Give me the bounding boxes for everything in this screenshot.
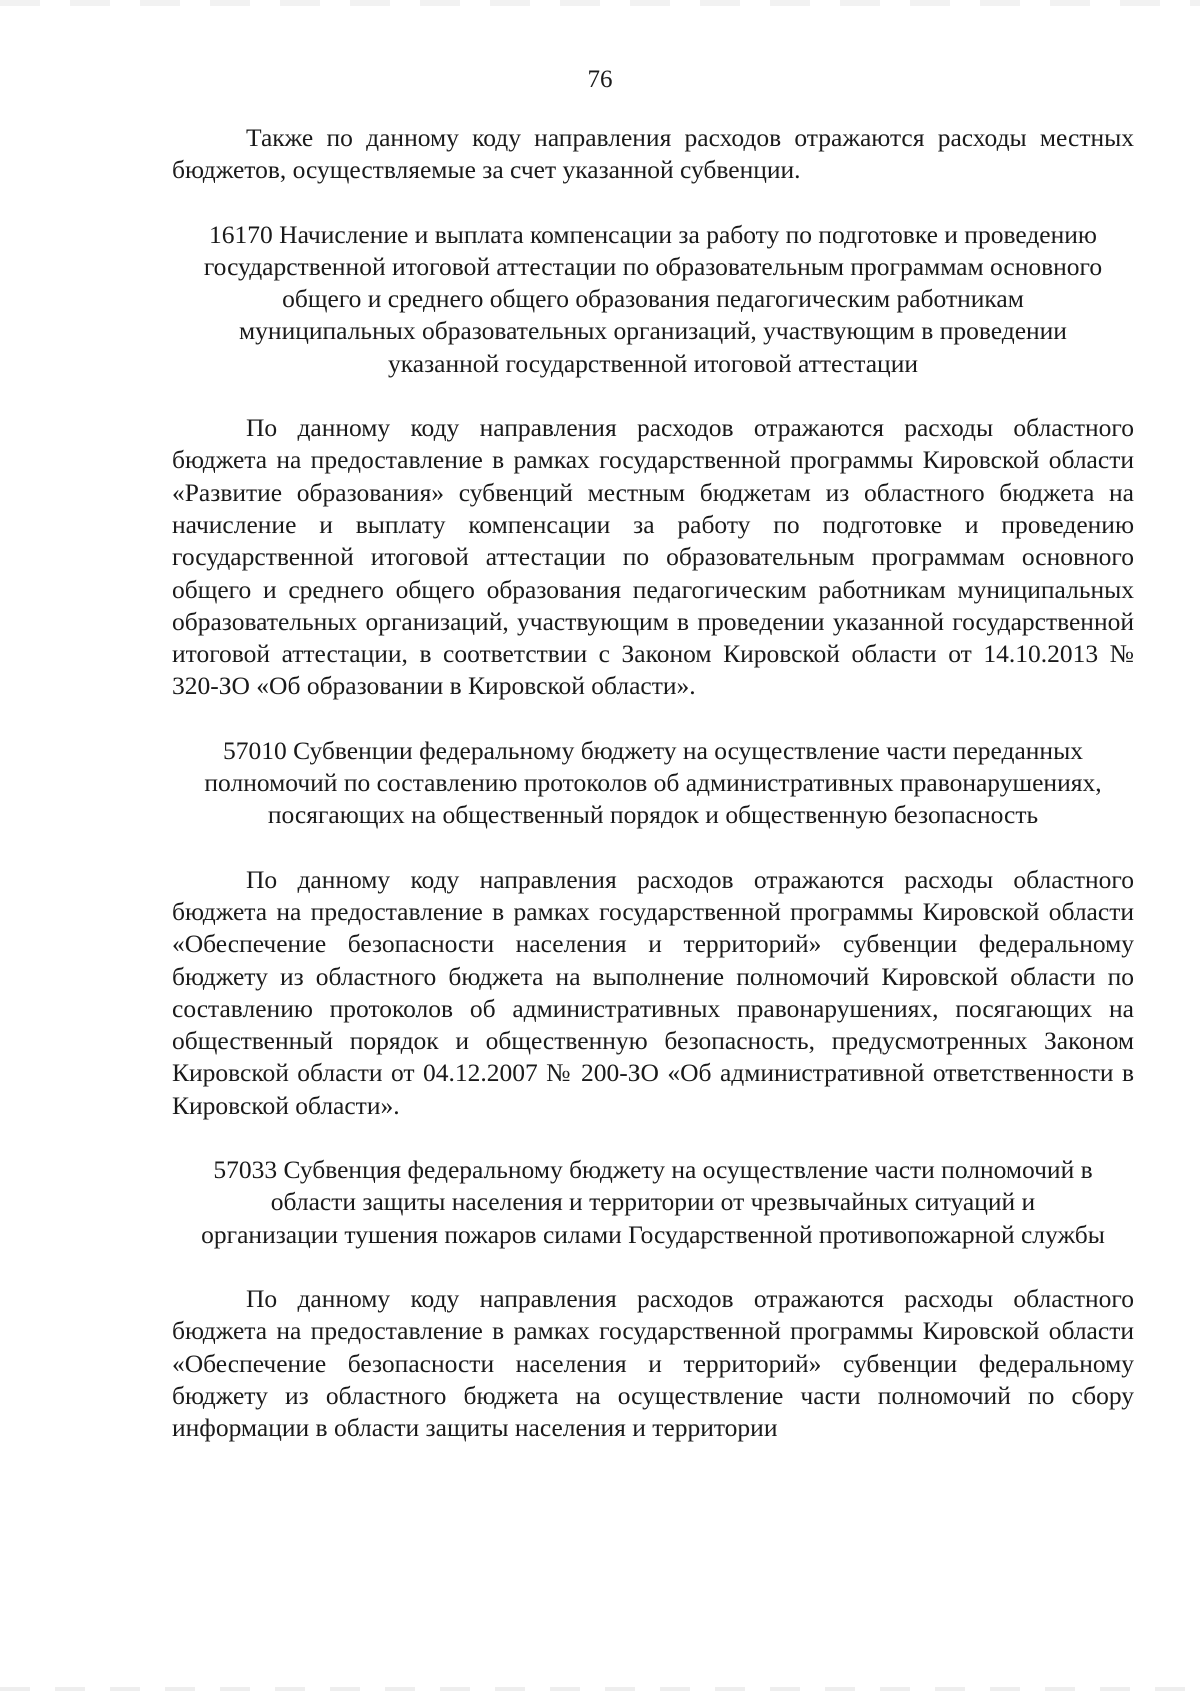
page-number: 76 bbox=[587, 66, 613, 93]
document-body bbox=[172, 122, 1134, 1444]
spacer bbox=[172, 187, 1134, 219]
spacer bbox=[172, 703, 1134, 735]
spacer bbox=[172, 1251, 1134, 1283]
scan-edge-bottom bbox=[0, 1687, 1200, 1691]
spacer bbox=[172, 380, 1134, 412]
section-heading-57010: 57010 Субвенции федеральному бюджету на осуществление части переданных полномочий по составлению протоколов об административных правонарушениях, посягающих на общественный порядок и общественную безопасность bbox=[204, 735, 1102, 830]
spacer bbox=[172, 832, 1134, 864]
paragraph-57010: По данному коду направления расходов отражаются расходы областного бюджета на предоставление в рамках государственной программы Кировской области «Обеспечение безопасности населения и территорий» субвенции федеральному бюджету из областного бюджета на выполнение полномочий Кировской области по составлению протоколов об административных правонарушениях, посягающих на общественный порядок и общественную безопасность, предусмотренных Законом Кировской области от 04.12.2007 № 200-ЗО «Об административной ответственности в Кировской области». bbox=[172, 864, 1134, 1120]
scan-edge-top bbox=[0, 0, 1200, 6]
spacer bbox=[172, 1122, 1134, 1154]
paragraph-intro: Также по данному коду направления расходов отражаются расходы местных бюджетов, осуществляемые за счет указанной субвенции. bbox=[172, 123, 1134, 185]
paragraph-16170: По данному коду направления расходов отражаются расходы областного бюджета на предоставление в рамках государственной программы Кировской области «Развитие образования» субвенций местным бюджетам из областного бюджета на начисление и выплату компенсации за работу по подготовке и проведению государственной итоговой аттестации по образовательным программам основного общего и среднего общего образования педагогическим работникам муниципальных образовательных организаций, участвующим в проведении указанной государственной итоговой аттестации, в соответствии с Законом Кировской области от 14.10.2013 № 320-ЗО «Об образовании в Кировской области». bbox=[172, 413, 1134, 701]
paragraph-57033: По данному коду направления расходов отражаются расходы областного бюджета на предоставление в рамках государственной программы Кировской области «Обеспечение безопасности населения и территорий» субвенции федеральному бюджету из областного бюджета на осуществление части полномочий по сбору информации в области защиты населения и территории bbox=[172, 1283, 1134, 1443]
section-heading-57033: 57033 Субвенция федеральному бюджету на осуществление части полномочий в области защиты населения и территории от чрезвычайных ситуаций и организации тушения пожаров силами Государственной противопожарной службы bbox=[201, 1155, 1105, 1249]
section-heading-16170: 16170 Начисление и выплата компенсации за работу по подготовке и проведению государственной итоговой аттестации по образовательным программам основного общего и среднего общего образования педагогическим работникам муниципальных образовательных организаций, участвующим в проведении указанной государственной итоговой аттестации bbox=[203, 219, 1103, 378]
